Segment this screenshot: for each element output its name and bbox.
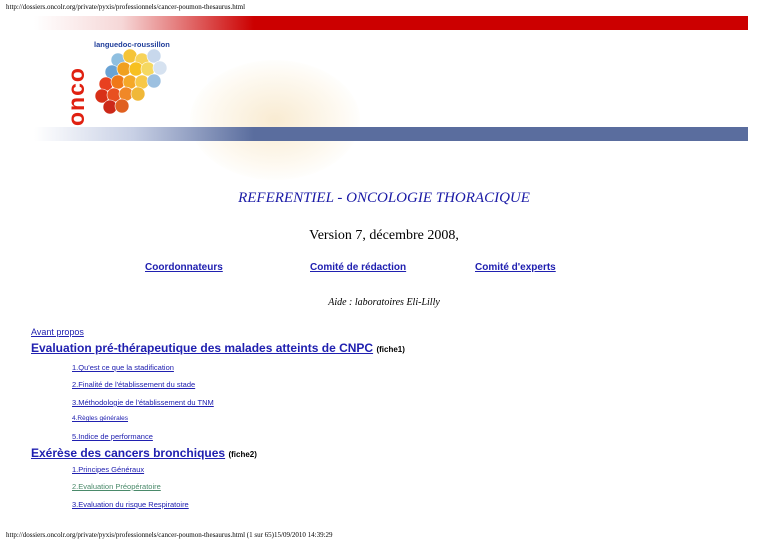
toc-item-1-1[interactable]: 1.Qu'est ce que la stadification	[72, 363, 174, 372]
link-coordonnateurs[interactable]: Coordonnateurs	[145, 262, 223, 273]
toc-section-1-fiche: (fiche1)	[376, 345, 405, 354]
page-footer: http://dossiers.oncolr.org/private/pyxis/professionnels/cancer-poumon-thesaurus.html (1 sur 65)15/09/2010 14:39:29	[6, 531, 333, 539]
toc-section-1-title[interactable]: Evaluation pré-thérapeutique des malades atteints de CNPC	[31, 341, 374, 355]
toc-item-2-2[interactable]: 2.Evaluation Préopératoire	[72, 482, 161, 491]
top-red-banner	[34, 16, 748, 30]
toc-section-2-title[interactable]: Exérèse des cancers bronchiques	[31, 446, 226, 460]
logo-region-text: languedoc-roussillon	[94, 40, 170, 49]
toc-item-1-3[interactable]: 3.Méthodologie de l'établissement du TNM	[72, 398, 214, 407]
onco-logo	[62, 36, 182, 128]
sponsor-text: Aide : laboratoires Eli-Lilly	[328, 297, 440, 308]
toc-item-2-1[interactable]: 1.Principes Généraux	[72, 465, 145, 474]
toc-item-1-4[interactable]: 4.Règles générales	[72, 415, 129, 422]
bottom-blue-banner	[34, 127, 748, 141]
toc-item-2-3[interactable]: 3.Evaluation du risque Respiratoire	[72, 500, 189, 509]
background-glow	[190, 60, 360, 180]
toc-item-1-2[interactable]: 2.Finalité de l'établissement du stade	[72, 380, 196, 389]
toc-section-1	[31, 341, 405, 355]
page-url-header: http://dossiers.oncolr.org/private/pyxis/professionnels/cancer-poumon-thesaurus.html	[6, 3, 246, 11]
version-text: Version 7, décembre 2008,	[309, 228, 459, 243]
toc-item-1-5[interactable]: 5.Indice de performance	[72, 432, 153, 441]
page-title: REFERENTIEL - ONCOLOGIE THORACIQUE	[238, 190, 530, 206]
toc-avant-propos[interactable]: Avant propos	[31, 327, 84, 337]
link-comite-redaction[interactable]: Comité de rédaction	[310, 262, 407, 273]
logo-honeycomb	[95, 49, 167, 114]
toc-section-2-fiche: (fiche2)	[228, 450, 257, 459]
toc-section-2	[31, 446, 257, 460]
logo-brand-text: onco	[63, 67, 89, 126]
link-comite-experts[interactable]: Comité d'experts	[475, 262, 556, 273]
